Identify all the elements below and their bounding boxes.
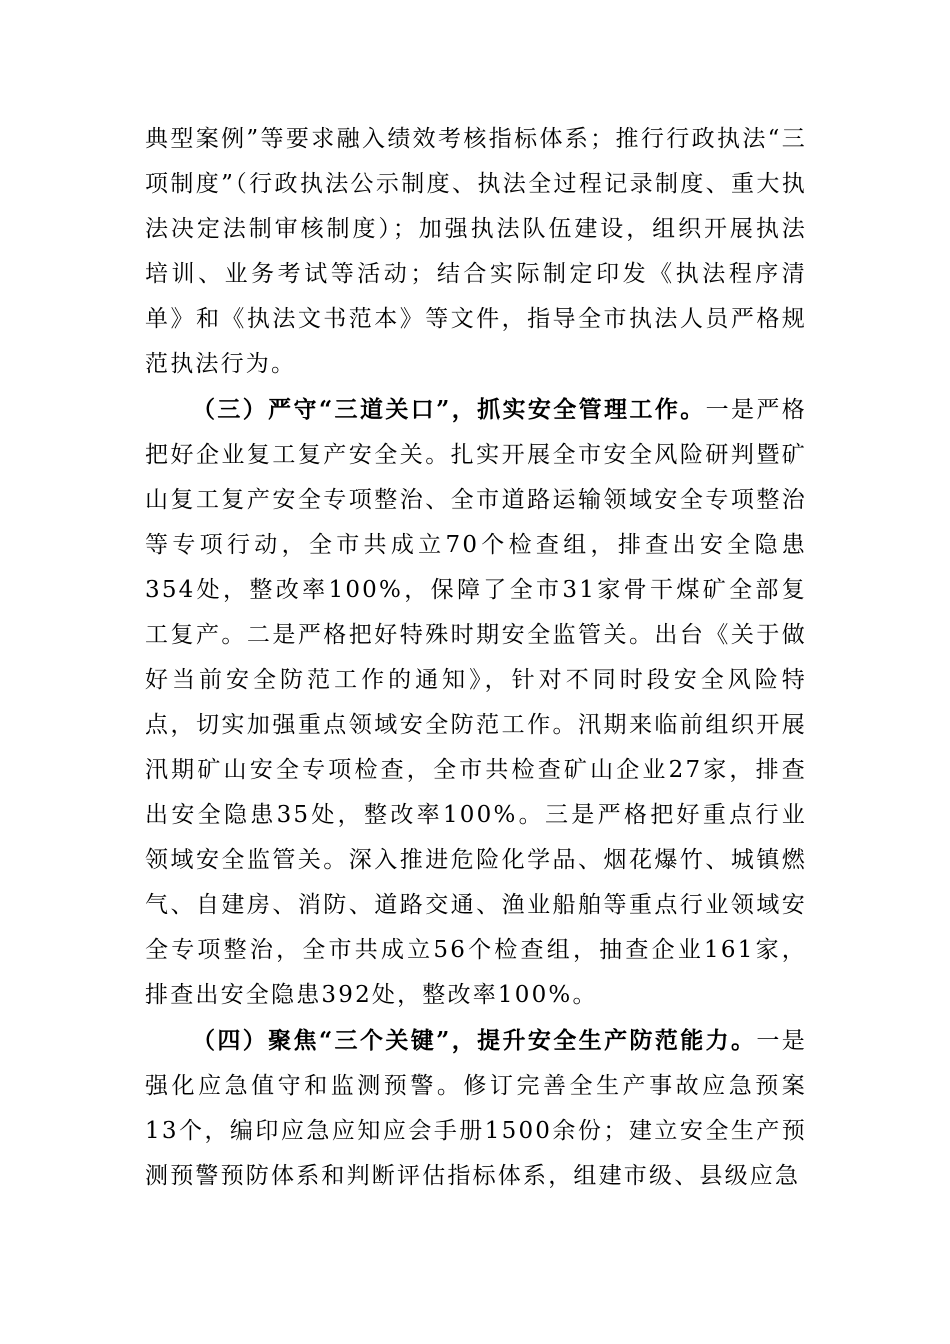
- section-4-heading: （四）聚焦“三个关键”，提升安全生产防范能力。: [192, 1027, 757, 1054]
- paragraph-1: [145, 117, 807, 387]
- section-3-heading: （三）严守“三道关口”，抓实安全管理工作。: [192, 396, 706, 423]
- document-body: [145, 117, 807, 1199]
- paragraph-2-text: 一是严格把好企业复工复产安全关。扎实开展全市安全风险研判暨矿山复工复产安全专项整治、全市道路运输领域安全专项整治等专项行动，全市共成立70个检查组，排查出安全隐患354处，整改率100%，保障了全市31家骨干煤矿全部复工复产。二是严格把好特殊时期安全监管关。出台《关于做好当前安全防范工作的通知》，针对不同时段安全风险特点，切实加强重点领域安全防范工作。汛期来临前组织开展汛期矿山安全专项检查，全市共检查矿山企业27家，排查出安全隐患35处，整改率100%。三是严格把好重点行业领域安全监管关。深入推进危险化学品、烟花爆竹、城镇燃气、自建房、消防、道路交通、渔业船舶等重点行业领域安全专项整治，全市共成立56个检查组，抽查企业161家，排查出安全隐患392处，整改率100%。: [145, 397, 807, 1008]
- paragraph-1-text: 典型案例”等要求融入绩效考核指标体系；推行行政执法“三项制度”（行政执法公示制度、执法全过程记录制度、重大执法决定法制审核制度）；加强执法队伍建设，组织开展执法培训、业务考试等活动；结合实际制定印发《执法程序清单》和《执法文书范本》等文件，指导全市执法人员严格规范执法行为。: [145, 126, 807, 377]
- paragraph-2: [145, 387, 807, 1018]
- paragraph-3: [145, 1018, 807, 1199]
- paragraph-3-text: 一是强化应急值守和监测预警。修订完善全生产事故应急预案13个，编印应急应知应会手册1500余份；建立安全生产预测预警预防体系和判断评估指标体系，组建市级、县级应急: [145, 1028, 807, 1189]
